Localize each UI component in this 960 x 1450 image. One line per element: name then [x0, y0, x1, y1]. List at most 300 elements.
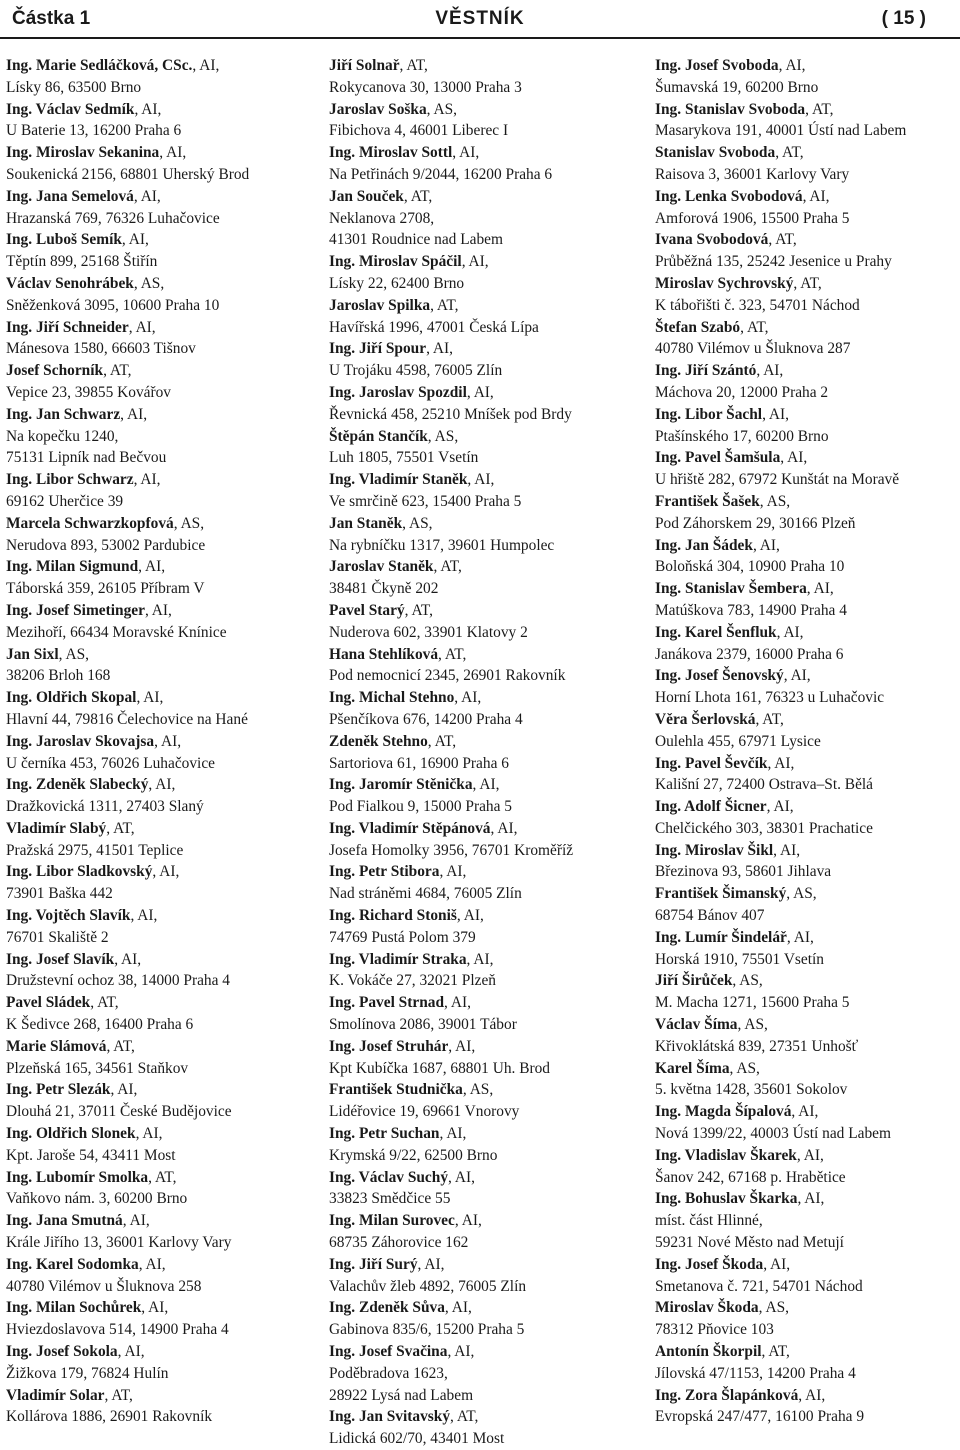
directory-entry: [329, 426, 634, 470]
entry-name-line: [329, 142, 634, 164]
person-category: , AI,: [798, 1386, 826, 1404]
directory-entry: [6, 469, 311, 513]
person-name: Ing. Pavel Ševčík: [655, 754, 768, 772]
person-address: 68735 Záhorovice 162: [329, 1234, 469, 1252]
entry-name-line: [655, 1101, 960, 1123]
entry-name-line: [329, 469, 634, 491]
directory-entry: [655, 317, 960, 361]
person-category: , AS,: [173, 514, 205, 532]
person-address: Valachův žleb 4892, 76005 Zlín: [329, 1277, 527, 1295]
directory-entry: [6, 1079, 311, 1123]
issue-number: Částka 1: [12, 8, 91, 29]
person-category: , AI,: [762, 405, 789, 423]
person-category: , AI,: [786, 928, 814, 946]
person-category: , AI,: [776, 623, 804, 641]
person-address: Raisova 3, 36001 Karlovy Vary: [655, 165, 850, 183]
person-address: Evropská 247/477, 16100 Praha 9: [655, 1408, 865, 1426]
person-name: Ing. Josef Svačina: [329, 1343, 448, 1361]
directory-entry: [6, 1167, 311, 1211]
directory-entry: [6, 186, 311, 230]
person-category: , AT,: [104, 1386, 133, 1404]
person-name: Marie Slámová: [6, 1037, 107, 1055]
person-category: , AI,: [467, 471, 495, 489]
person-category: , AI,: [136, 689, 164, 707]
entry-name-line: [329, 774, 634, 796]
directory-entry: [6, 273, 311, 317]
directory-entry: [6, 1123, 311, 1167]
directory-entry: [329, 905, 634, 949]
person-category: , AI,: [767, 754, 795, 772]
person-name: Ing. Richard Stoniš: [329, 907, 457, 925]
directory-entry: [329, 556, 634, 600]
person-category: , AT,: [755, 710, 784, 728]
person-category: , AI,: [121, 231, 149, 249]
person-address: 33823 Smědčice 55: [329, 1190, 451, 1208]
entry-name-line: [655, 447, 960, 469]
person-address: Těptín 899, 25168 Štiřín: [6, 253, 158, 271]
person-address: Nad stráněmi 4684, 76005 Zlín: [329, 885, 522, 903]
entry-name-line: [329, 731, 634, 753]
entry-name-line: [655, 99, 960, 121]
directory-entry: [6, 404, 311, 469]
directory-entry: [6, 774, 311, 818]
person-category: , AS,: [427, 427, 459, 445]
person-address: 68754 Bánov 407: [655, 907, 765, 925]
entry-name-line: [655, 1188, 960, 1210]
entry-name-line: [329, 600, 634, 622]
entry-name-line: [6, 818, 311, 840]
directory-entry: [6, 600, 311, 644]
person-address: Hrazanská 769, 76326 Luhačovice: [6, 209, 220, 227]
person-address: Žižkova 179, 76824 Hulín: [6, 1364, 169, 1382]
entry-name-line: [329, 861, 634, 883]
person-address: 40780 Vilémov u Šluknova 258: [6, 1277, 202, 1295]
person-category: , AI,: [192, 57, 220, 74]
person-name: Ing. Jiří Schneider: [6, 318, 129, 336]
entry-name-line: [6, 1123, 311, 1145]
person-name: Ing. Vladimír Straka: [329, 950, 467, 968]
person-name: František Studnička: [329, 1081, 463, 1099]
person-address: Horní Lhota 161, 76323 u Luhačovic: [655, 689, 885, 707]
person-address: U černíka 453, 76026 Luhačovice: [6, 754, 215, 772]
person-name: Ing. Michal Stehno: [329, 689, 455, 707]
directory-entry: [329, 949, 634, 993]
person-address: Oulehla 455, 67971 Lysice: [655, 732, 821, 750]
directory-entry: [329, 774, 634, 818]
person-category: , AT,: [106, 1037, 135, 1055]
person-category: , AI,: [417, 1255, 445, 1273]
person-address: Hviezdoslavova 514, 14900 Praha 4: [6, 1321, 229, 1339]
directory-entry: [6, 317, 311, 361]
person-category: , AI,: [133, 187, 161, 205]
person-name: Ing. Libor Šachl: [655, 405, 763, 423]
entry-name-line: [329, 55, 634, 77]
directory-entry: [329, 818, 634, 862]
person-name: Vladimír Solar: [6, 1386, 105, 1404]
person-category: , AI,: [783, 667, 811, 685]
directory-entry: [6, 1254, 311, 1298]
entry-name-line: [6, 186, 311, 208]
person-address: 41301 Roudnice nad Labem: [329, 231, 503, 249]
entry-name-line: [6, 469, 311, 491]
person-name: Ing. Josef Struhár: [329, 1037, 449, 1055]
directory-entry: [6, 687, 311, 731]
directory-entry: [6, 229, 311, 273]
directory-entry: [655, 1254, 960, 1298]
directory-entry: [655, 970, 960, 1014]
person-category: , AI,: [797, 1190, 825, 1208]
directory-entry: [6, 1297, 311, 1341]
person-category: , AS,: [758, 1299, 789, 1317]
person-name: Ing. Jan Svitavský: [329, 1408, 451, 1426]
person-category: , AI,: [159, 144, 187, 162]
entry-name-line: [329, 1406, 634, 1428]
person-address: Nuderova 602, 33901 Klatovy 2: [329, 623, 528, 641]
person-category: , AI,: [448, 1037, 476, 1055]
entry-name-line: [6, 992, 311, 1014]
directory-entry: [6, 142, 311, 186]
entry-name-line: [655, 1254, 960, 1276]
person-name: Ing. Milan Sochůrek: [6, 1299, 142, 1317]
directory-entry: [329, 1254, 634, 1298]
person-address: Krále Jiřího 13, 36001 Karlovy Vary: [6, 1234, 232, 1252]
person-category: , AT,: [427, 732, 457, 750]
directory-entry: [6, 905, 311, 949]
person-name: Jan Staněk: [329, 514, 403, 532]
person-category: , AS,: [133, 274, 165, 292]
directory-entry: [329, 251, 634, 295]
person-address: 73901 Baška 442: [6, 885, 113, 903]
person-name: Ing. Pavel Strnad: [329, 994, 445, 1012]
person-category: , AI,: [454, 689, 482, 707]
directory-entry: [655, 927, 960, 971]
person-category: , AI,: [148, 776, 176, 794]
entry-name-line: [655, 360, 960, 382]
person-name: Antonín Škorpil: [655, 1343, 762, 1361]
entry-name-line: [6, 1210, 311, 1232]
directory-entry: [329, 469, 634, 513]
entry-name-line: [655, 55, 960, 77]
person-address: Řevnická 458, 25210 Mníšek pod Brdy: [329, 405, 572, 423]
person-category: , AI,: [752, 536, 780, 554]
person-name: Zdeněk Stehno: [329, 732, 428, 750]
directory-entry: [6, 731, 311, 775]
entry-name-line: [6, 1341, 311, 1363]
person-name: Ing. Václav Suchý: [329, 1168, 449, 1186]
person-category: , AI,: [439, 863, 467, 881]
directory-entry: [329, 992, 634, 1036]
person-address: Pod nemocnicí 2345, 26901 Rakovník: [329, 667, 566, 685]
person-category: , AT,: [761, 1343, 790, 1361]
entry-name-line: [6, 317, 311, 339]
person-category: , AI,: [120, 405, 148, 423]
entry-name-line: [6, 905, 311, 927]
directory-entry: [329, 295, 634, 339]
person-address: Matúškova 783, 14900 Praha 4: [655, 601, 847, 619]
person-name: Pavel Starý: [329, 601, 405, 619]
person-name: Ing. Libor Sladkovský: [6, 863, 153, 881]
directory-entry: [655, 142, 960, 186]
person-name: Ing. Jana Semelová: [6, 187, 134, 205]
person-address: Pod Fialkou 9, 15000 Praha 5: [329, 798, 512, 816]
person-name: Ing. Vladislav Škarek: [655, 1146, 797, 1164]
entry-name-line: [329, 99, 634, 121]
person-name: Věra Šerlovská: [655, 710, 756, 728]
person-name: Jan Sixl: [6, 645, 59, 663]
person-category: , AT,: [768, 231, 797, 249]
entry-name-line: [6, 949, 311, 971]
directory-entry: [329, 1036, 634, 1080]
entry-name-line: [329, 818, 634, 840]
person-category: , AI,: [466, 950, 494, 968]
directory-entry: [655, 404, 960, 448]
entry-name-line: [655, 1058, 960, 1080]
person-name: Ing. Miroslav Sottl: [329, 144, 453, 162]
person-name: Ing. Josef Škoda: [655, 1255, 764, 1273]
person-name: Ing. Vojtěch Slavík: [6, 907, 131, 925]
entry-name-line: [655, 709, 960, 731]
person-category: , AT,: [793, 274, 822, 292]
person-name: Ing. Josef Simetinger: [6, 601, 145, 619]
entry-name-line: [329, 382, 634, 404]
directory-entry: [6, 1210, 311, 1254]
person-category: , AI,: [444, 994, 471, 1012]
directory-entry: [6, 992, 311, 1036]
entry-name-line: [329, 687, 634, 709]
person-category: , AI,: [806, 580, 834, 598]
entry-name-line: [6, 404, 311, 426]
entry-name-line: [655, 883, 960, 905]
entry-name-line: [655, 317, 960, 339]
directory-entry: [655, 99, 960, 143]
directory-entry: [6, 949, 311, 993]
person-category: , AT,: [90, 994, 119, 1012]
person-category: , AT,: [399, 57, 428, 74]
person-address: 69162 Uherčice 39: [6, 492, 124, 510]
header-rule: [0, 37, 960, 39]
person-address: U Baterie 13, 16200 Praha 6: [6, 122, 182, 140]
person-category: , AI,: [154, 732, 182, 750]
entry-name-line: [6, 1254, 311, 1276]
person-name: Ing. Karel Šenfluk: [655, 623, 777, 641]
person-category: , AI,: [134, 100, 162, 118]
person-name: František Šašek: [655, 492, 760, 510]
person-address: Průběžná 135, 25242 Jesenice u Prahy: [655, 253, 892, 271]
directory-entry: [655, 1188, 960, 1253]
person-category: , AS,: [58, 645, 89, 663]
person-name: Ing. Josef Šenovský: [655, 667, 784, 685]
person-address: Luh 1805, 75501 Vsetín: [329, 449, 479, 467]
directory-entry: [329, 1341, 634, 1406]
person-address: Nová 1399/22, 40003 Ústí nad Labem: [655, 1125, 891, 1143]
person-category: , AS,: [462, 1081, 494, 1099]
entry-name-line: [6, 687, 311, 709]
person-name: Stanislav Svoboda: [655, 144, 776, 162]
person-address: Křivoklátská 839, 27351 Unhošť: [655, 1037, 859, 1055]
person-address: 76701 Skaliště 2: [6, 928, 109, 946]
person-name: Ing. Zdeněk Slabecký: [6, 776, 149, 794]
person-name: Ing. Zora Šlapánková: [655, 1386, 799, 1404]
entry-name-line: [329, 1254, 634, 1276]
person-category: , AI,: [780, 449, 808, 467]
person-category: , AI,: [802, 187, 830, 205]
person-name: Ing. Jaroslav Spozdil: [329, 383, 467, 401]
entry-name-line: [329, 1123, 634, 1145]
directory-column-3: [655, 55, 960, 1428]
person-address: Šumavská 19, 60200 Brno: [655, 78, 819, 96]
person-address: 38481 Čkyně 202: [329, 580, 439, 598]
person-address: Pražská 2975, 41501 Teplice: [6, 841, 184, 859]
entry-name-line: [329, 251, 634, 273]
person-name: Ing. Vladimír Staněk: [329, 471, 468, 489]
person-category: , AS,: [732, 972, 763, 990]
entry-name-line: [655, 1297, 960, 1319]
entry-name-line: [655, 404, 960, 426]
directory-entry: [6, 861, 311, 905]
directory-entry: [329, 600, 634, 644]
person-name: Václav Senohrábek: [6, 274, 134, 292]
person-name: Ing. Václav Sedmík: [6, 100, 135, 118]
person-name: Hana Stehlíková: [329, 645, 439, 663]
person-address: 59231 Nové Město nad Metují: [655, 1234, 844, 1252]
person-name: Ivana Svobodová: [655, 231, 769, 249]
person-address: Kališní 27, 72400 Ostrava–St. Bělá: [655, 776, 874, 794]
entry-name-line: [6, 513, 311, 535]
person-address: Fibichova 4, 46001 Liberec I: [329, 122, 509, 140]
person-name: Jiří Širůček: [655, 972, 733, 990]
directory-entry: [6, 513, 311, 557]
entry-name-line: [655, 665, 960, 687]
directory-entry: [655, 535, 960, 579]
person-category: , AS,: [786, 885, 817, 903]
person-address: Březinova 93, 58601 Jihlava: [655, 863, 832, 881]
directory-entry: [6, 360, 311, 404]
entry-name-line: [6, 55, 311, 77]
person-address: Amforová 1906, 15500 Praha 5: [655, 209, 850, 227]
directory-entry: [655, 491, 960, 535]
person-name: Ing. Zdeněk Sůva: [329, 1299, 445, 1317]
person-name: Ing. Jaromír Stěnička: [329, 776, 473, 794]
person-address: míst. část Hlinné,: [655, 1212, 763, 1230]
person-category: , AT,: [404, 601, 434, 619]
person-name: Ing. Oldřich Slonek: [6, 1125, 136, 1143]
person-name: Jiří Solnař: [329, 57, 400, 74]
person-category: , AT,: [775, 144, 804, 162]
person-address: Gabinova 835/6, 15200 Praha 5: [329, 1321, 525, 1339]
entry-name-line: [329, 992, 634, 1014]
entry-name-line: [655, 622, 960, 644]
directory-entry: [329, 513, 634, 557]
entry-name-line: [329, 426, 634, 448]
person-name: Ing. Jiří Szántó: [655, 362, 757, 380]
person-address: Na Petřinách 9/2044, 16200 Praha 6: [329, 165, 553, 183]
directory-entry: [329, 1079, 634, 1123]
person-address: 5. května 1428, 35601 Sokolov: [655, 1081, 848, 1099]
person-category: , AI,: [447, 1343, 475, 1361]
person-address: Poděbradova 1623,: [329, 1364, 448, 1382]
entry-name-line: [655, 1014, 960, 1036]
directory-column-1: [6, 55, 311, 1428]
person-name: Ing. Jan Schwarz: [6, 405, 121, 423]
person-category: , AT,: [106, 819, 135, 837]
person-category: , AT,: [403, 187, 433, 205]
person-address: Havířská 1996, 47001 Česká Lípa: [329, 318, 539, 336]
entry-name-line: [6, 273, 311, 295]
person-category: , AI,: [138, 558, 166, 576]
directory-entry: [329, 338, 634, 382]
person-address: 40780 Vilémov u Šluknova 287: [655, 340, 851, 358]
person-address: Sněženková 3095, 10600 Praha 10: [6, 296, 220, 314]
person-name: Ing. Milan Surovec: [329, 1212, 455, 1230]
person-name: Ing. Petr Stibora: [329, 863, 440, 881]
person-category: , AT,: [740, 318, 769, 336]
person-address: Jílovská 47/1153, 14200 Praha 4: [655, 1364, 856, 1382]
directory-entry: [329, 1167, 634, 1211]
person-address: Kpt. Jaroše 54, 43411 Most: [6, 1146, 176, 1164]
person-category: , AI,: [426, 340, 454, 358]
person-category: , AI,: [439, 1125, 467, 1143]
entry-name-line: [6, 1036, 311, 1058]
person-address: Sartoriova 61, 16900 Praha 6: [329, 754, 509, 772]
entry-name-line: [655, 229, 960, 251]
person-address: Horská 1910, 75501 Vsetín: [655, 950, 825, 968]
entry-name-line: [329, 1297, 634, 1319]
person-address: 74769 Pustá Polom 379: [329, 928, 476, 946]
directory-entry: [655, 578, 960, 622]
entry-name-line: [6, 556, 311, 578]
directory-entry: [655, 186, 960, 230]
person-category: , AI,: [133, 471, 161, 489]
person-category: , AI,: [448, 1168, 475, 1186]
entry-name-line: [329, 295, 634, 317]
person-address: Josefa Homolky 3956, 76701 Kroměříž: [329, 841, 574, 859]
person-name: Miroslav Sychrovský: [655, 274, 794, 292]
person-address: 28922 Lysá nad Labem: [329, 1386, 474, 1404]
person-address: Pod Záhorskem 29, 30166 Plzeň: [655, 514, 856, 532]
person-name: Ing. Josef Sokola: [6, 1343, 118, 1361]
entry-name-line: [655, 142, 960, 164]
directory-entry: [329, 731, 634, 775]
entry-name-line: [655, 970, 960, 992]
person-category: , AI,: [490, 819, 518, 837]
directory-entry: [329, 382, 634, 426]
person-name: Ing. Marie Sedláčková, CSc.: [6, 57, 193, 74]
person-address: Kollárova 1886, 26901 Rakovník: [6, 1408, 213, 1426]
person-address: K. Vokáče 27, 32021 Plzeň: [329, 972, 496, 990]
person-name: Ing. Magda Šípalová: [655, 1103, 792, 1121]
person-address: Soukenická 2156, 68801 Uherský Brod: [6, 165, 250, 183]
person-address: Lísky 22, 62400 Brno: [329, 274, 465, 292]
entry-name-line: [329, 949, 634, 971]
person-category: , AI,: [778, 57, 806, 74]
person-address: Boloňská 304, 10900 Praha 10: [655, 558, 845, 576]
person-category: , AT,: [433, 558, 462, 576]
person-address: 78312 Pňovice 103: [655, 1321, 774, 1339]
person-name: František Šimanský: [655, 885, 787, 903]
directory-entry: [655, 1101, 960, 1145]
directory-entry: [329, 644, 634, 688]
person-category: , AS,: [402, 514, 433, 532]
person-name: Ing. Lubomír Smolka: [6, 1168, 149, 1186]
entry-name-line: [655, 491, 960, 513]
directory-entry: [655, 796, 960, 840]
person-category: , AS,: [737, 1016, 768, 1034]
directory-entry: [6, 99, 311, 143]
entry-name-line: [6, 1079, 311, 1101]
entry-name-line: [329, 186, 634, 208]
person-name: Štěpán Stančík: [329, 427, 428, 445]
directory-entry: [329, 142, 634, 186]
